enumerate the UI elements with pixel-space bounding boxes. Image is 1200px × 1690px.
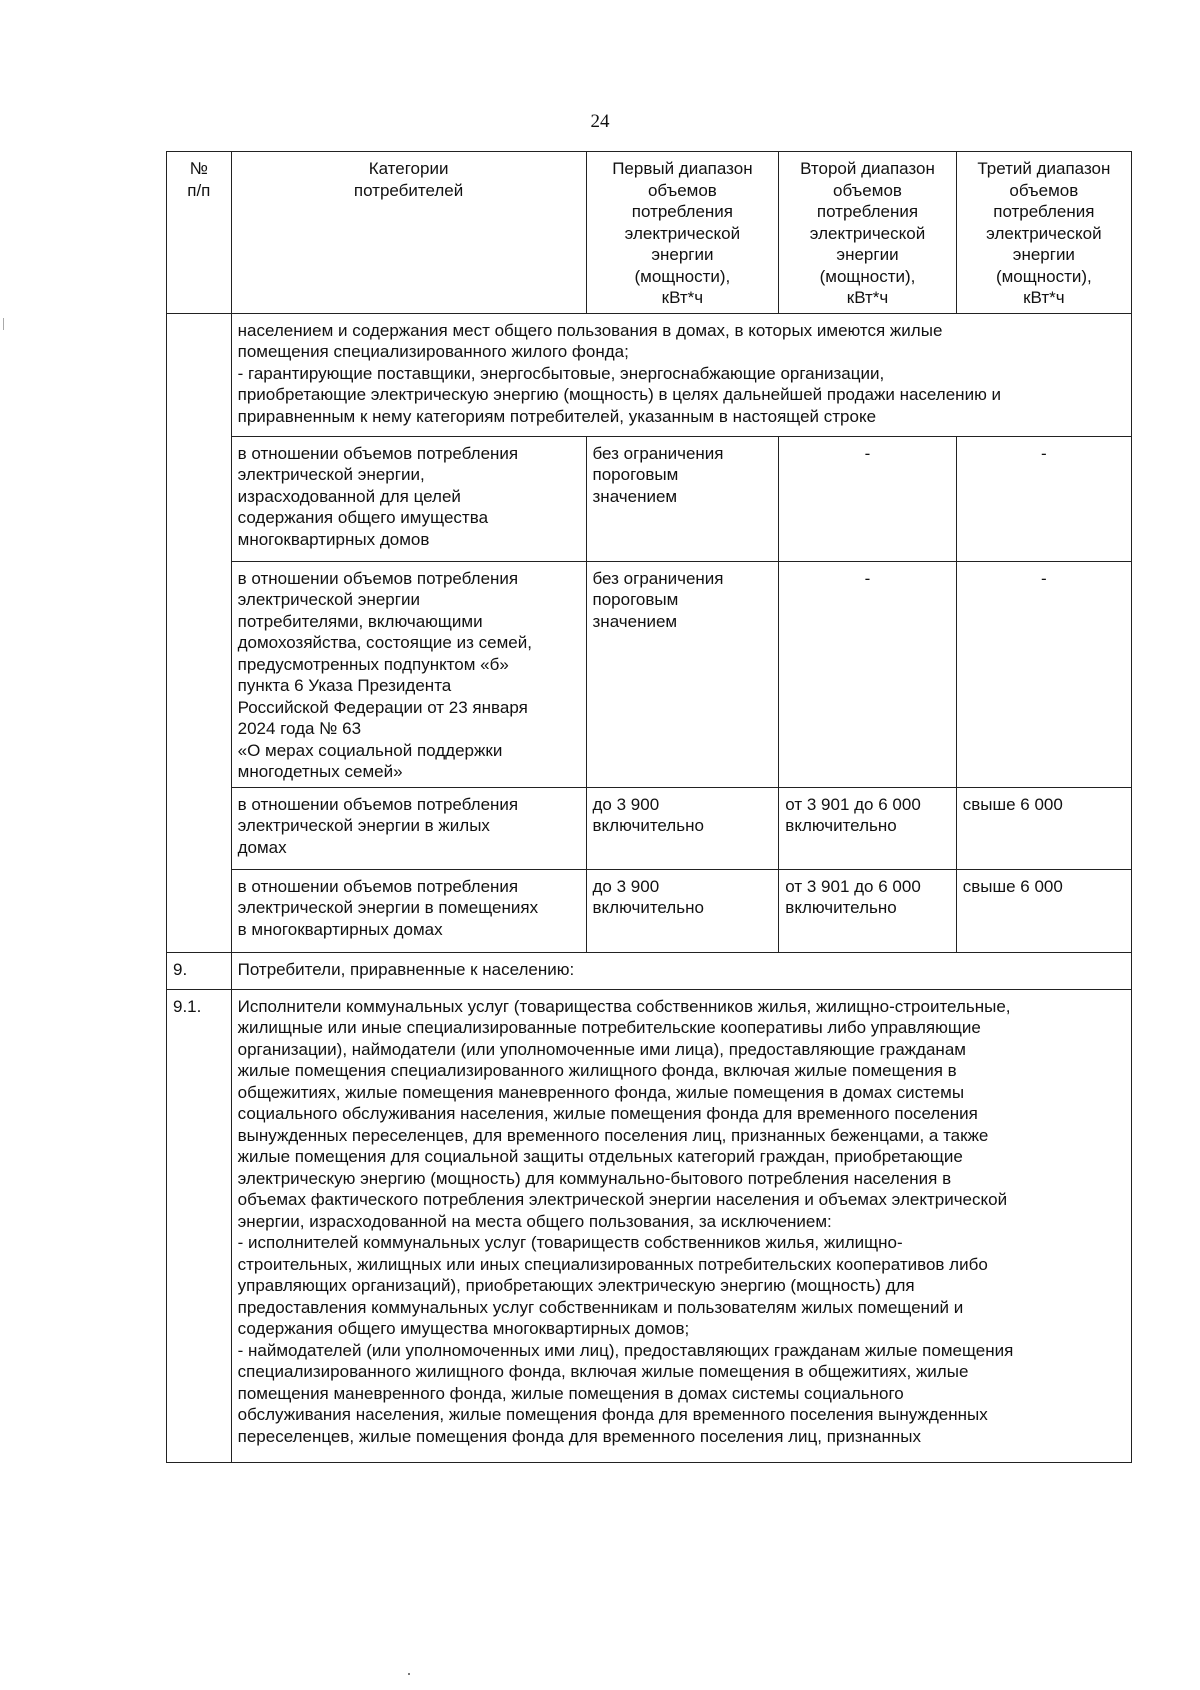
subrow-range-1: без ограничения пороговым значением bbox=[586, 561, 779, 787]
page-number: 24 bbox=[590, 111, 610, 132]
header-range-1: Первый диапазон объемов потребления электрической энергии (мощности), кВт*ч bbox=[586, 152, 779, 314]
scan-edge-mark bbox=[3, 318, 4, 330]
scan-dot-mark bbox=[408, 1673, 410, 1675]
header-range-2: Второй диапазон объемов потребления электрической энергии (мощности), кВт*ч bbox=[779, 152, 956, 314]
subrow-range-2: - bbox=[779, 436, 956, 561]
table-row bbox=[167, 787, 1132, 869]
subrow-range-3: свыше 6 000 bbox=[956, 869, 1131, 952]
subrow-range-1: до 3 900 включительно bbox=[586, 787, 779, 869]
table-row bbox=[167, 561, 1132, 787]
table-row bbox=[167, 869, 1132, 952]
subrow-range-1: без ограничения пороговым значением bbox=[586, 436, 779, 561]
subrow-range-1: до 3 900 включительно bbox=[586, 869, 779, 952]
continuation-text: населением и содержания мест общего пользования в домах, в которых имеются жилые помещения специализированного жилого фонда; - гарантирующие поставщики, энергосбытовые, энергоснабжающие организации, приобретающие электрическую энергию (мощность) в целях дальнейшей продажи населению и приравненным к нему категориям потребителей, указанным в настоящей строке bbox=[231, 313, 1131, 436]
table-row bbox=[167, 436, 1132, 561]
header-category: Категории потребителей bbox=[231, 152, 586, 314]
subrow-category: в отношении объемов потребления электрической энергии потребителями, включающими домохозяйства, состоящие из семей, предусмотренных подпунктом «б» пункта 6 Указа Президента Российской Федерации от 23 января 2024 года № 63 «О мерах социальной поддержки многодетных семей» bbox=[231, 561, 586, 787]
tariff-table bbox=[166, 151, 1132, 1463]
subrow-range-2: от 3 901 до 6 000 включительно bbox=[779, 787, 956, 869]
header-range-3: Третий диапазон объемов потребления электрической энергии (мощности), кВт*ч bbox=[956, 152, 1131, 314]
header-num: № п/п bbox=[167, 152, 232, 314]
subrow-range-2: - bbox=[779, 561, 956, 787]
subrow-category: в отношении объемов потребления электрической энергии в помещениях в многоквартирных домах bbox=[231, 869, 586, 952]
table-header-row bbox=[167, 152, 1132, 314]
row-9-num: 9. bbox=[167, 952, 232, 989]
subrow-range-3: свыше 6 000 bbox=[956, 787, 1131, 869]
subrow-category: в отношении объемов потребления электрической энергии в жилых домах bbox=[231, 787, 586, 869]
continuation-row bbox=[167, 313, 1132, 436]
row-9-1-num: 9.1. bbox=[167, 989, 232, 1462]
row-9 bbox=[167, 952, 1132, 989]
subrow-range-3: - bbox=[956, 561, 1131, 787]
row-9-1 bbox=[167, 989, 1132, 1462]
subrow-range-3: - bbox=[956, 436, 1131, 561]
row-9-text: Потребители, приравненные к населению: bbox=[231, 952, 1131, 989]
continuation-num-cell bbox=[167, 313, 232, 952]
row-9-1-text: Исполнители коммунальных услуг (товарищества собственников жилья, жилищно-строительные, жилищные или иные специализированные потребительские кооперативы либо управляющие организации), наймодатели (или уполномоченные ими лица), предоставляющие гражданам жилые помещения специализированного жилищного фонда, включая жилые помещения в общежитиях, жилые помещения маневренного фонда, жилые помещения в домах системы социального обслуживания населения, жилые помещения фонда для временного поселения вынужденных переселенцев, для временного поселения лиц, признанных беженцами, а также жилые помещения для социальной защиты отдельных категорий граждан, приобретающие электрическую энергию (мощность) для коммунально-бытового потребления населения в объемах фактического потребления электрической энергии населения и объемах электрической энергии, израсходованной на места общего пользования, за исключением: - исполнителей коммунальных услуг (товариществ собственников жилья, жилищно- строительных, жилищных или иных специализированных потребительских кооперативов либо управляющих организаций), приобретающих электрическую энергию (мощность) для предоставления коммунальных услуг собственникам и пользователям жилых помещений и содержания общего имущества многоквартирных домов; - наймодателей (или уполномоченных ими лиц), предоставляющих гражданам жилые помещения специализированного жилищного фонда, включая жилые помещения в общежитиях, жилые помещения маневренного фонда, жилые помещения в домах системы социального обслуживания населения, жилые помещения фонда для временного поселения вынужденных переселенцев, жилые помещения фонда для временного поселения лиц, признанных bbox=[231, 989, 1131, 1462]
subrow-range-2: от 3 901 до 6 000 включительно bbox=[779, 869, 956, 952]
subrow-category: в отношении объемов потребления электрической энергии, израсходованной для целей содержания общего имущества многоквартирных домов bbox=[231, 436, 586, 561]
